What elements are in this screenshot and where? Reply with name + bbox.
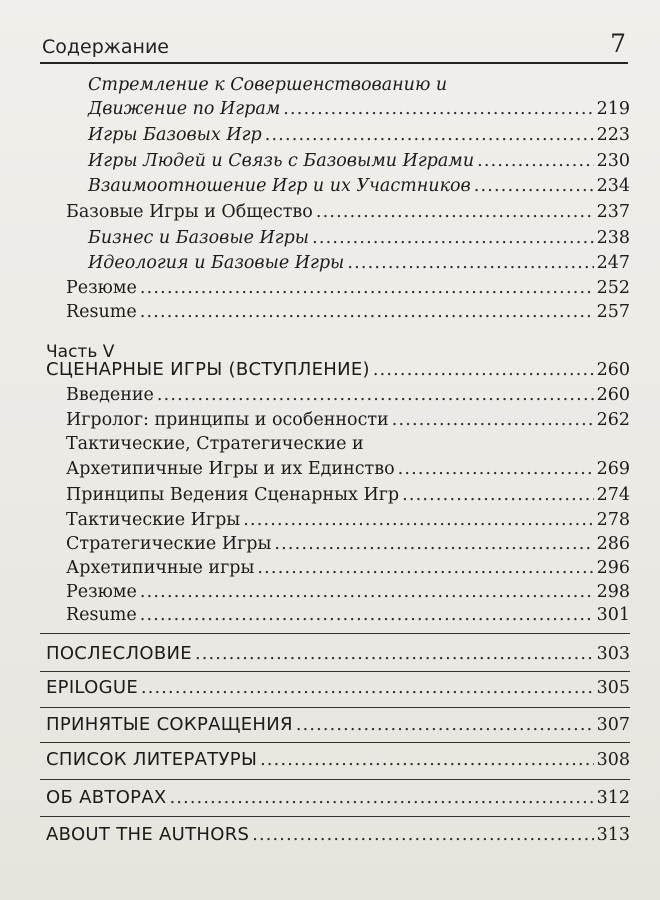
toc-page-number: 301 (596, 605, 630, 625)
toc-page-number: 269 (596, 459, 630, 479)
toc-leader-dots (140, 300, 594, 324)
toc-page-number: 238 (596, 228, 630, 248)
toc-entry (66, 556, 630, 580)
toc-entry-label: Базовые Игры и Общество (66, 202, 313, 222)
toc-leader-dots (170, 786, 594, 810)
header-title: Содержание (42, 36, 169, 58)
toc-page-number: 312 (596, 788, 630, 808)
toc-leader-dots (140, 276, 594, 300)
toc-entry (66, 200, 630, 224)
toc-entry-label: Игры Людей и Связь с Базовыми Играми (88, 151, 475, 171)
section-divider (40, 742, 630, 743)
toc-backmatter-entry (46, 786, 630, 810)
toc-leader-dots (474, 174, 594, 198)
toc-entry-label: СЦЕНАРНЫЕ ИГРЫ (ВСТУПЛЕНИЕ) (46, 359, 370, 380)
toc-page-number: 260 (596, 385, 630, 405)
toc-entry (66, 580, 630, 604)
toc-entry-label: СПИСОК ЛИТЕРАТУРЫ (46, 749, 258, 770)
toc-leader-dots (195, 642, 594, 666)
toc-page-number: 257 (596, 302, 630, 322)
toc-entry (66, 300, 630, 324)
toc-entry (88, 226, 630, 250)
toc-backmatter-entry (46, 713, 630, 737)
toc-backmatter-entry (46, 642, 630, 666)
toc-entry (66, 483, 630, 507)
toc-leader-dots (316, 200, 594, 224)
toc-entry-label: Принципы Ведения Сценарных Игр (66, 485, 400, 505)
toc-page-number: 219 (596, 99, 630, 119)
toc-entry-label: ABOUT THE AUTHORS (46, 824, 250, 845)
toc-entry-label: Игролог: принципы и особенности (66, 410, 389, 430)
toc-entry-label: ПРИНЯТЫЕ СОКРАЩЕНИЯ (46, 714, 293, 735)
toc-entry-label: Резюме (66, 582, 137, 602)
toc-leader-dots (243, 508, 593, 532)
toc-page-number: 278 (596, 510, 630, 530)
toc-entry (66, 408, 630, 432)
toc-entry (66, 276, 630, 300)
toc-page-number: 230 (596, 151, 630, 171)
toc-entry (88, 251, 630, 275)
toc-leader-dots (260, 748, 593, 772)
toc-leader-dots (140, 603, 594, 627)
toc-entry-label: Resume (66, 605, 137, 625)
part-label: Часть V (46, 342, 115, 362)
toc-page-number: 303 (596, 644, 630, 664)
toc-leader-dots (157, 383, 594, 407)
section-divider (40, 707, 630, 708)
toc-page-number: 307 (596, 715, 630, 735)
toc-entry-label: Тактические Игры (66, 510, 241, 530)
toc-page-number: 237 (596, 202, 630, 222)
toc-entry-line: Стремление к Совершенствованию и (88, 75, 448, 95)
toc-leader-dots (141, 676, 594, 700)
toc-entry-label: Движение по Играм (88, 99, 281, 119)
toc-entry (88, 149, 630, 173)
toc-page-number: 252 (596, 278, 630, 298)
toc-page-number: 305 (596, 678, 630, 698)
toc-leader-dots (140, 580, 594, 604)
toc-entry-label: Resume (66, 302, 137, 322)
toc-leader-dots (283, 97, 593, 121)
toc-entry-label: ОБ АВТОРАХ (46, 787, 167, 808)
toc-leader-dots (402, 483, 593, 507)
toc-leader-dots (312, 226, 594, 250)
section-divider (40, 633, 630, 634)
toc-entry (66, 383, 630, 407)
toc-entry-label: ПОСЛЕСЛОВИЕ (46, 643, 192, 664)
toc-page-number: 296 (596, 558, 630, 578)
toc-page-number: 247 (596, 253, 630, 273)
toc-entry (66, 457, 630, 481)
section-divider (40, 671, 630, 672)
toc-part-title (46, 358, 630, 382)
toc-entry-line: Тактические, Стратегические и (66, 434, 364, 454)
toc-leader-dots (274, 532, 593, 556)
toc-entry (88, 123, 630, 147)
toc-entry-label: Архетипичные Игры и их Единство (66, 459, 395, 479)
toc-page-number: 260 (596, 360, 630, 380)
toc-page-number: 286 (596, 534, 630, 554)
toc-page-number: 262 (596, 410, 630, 430)
section-divider (40, 779, 630, 780)
toc-leader-dots (347, 251, 593, 275)
toc-entry (88, 174, 630, 198)
toc-entry-label: Архетипичные игры (66, 558, 255, 578)
toc-page-number: 274 (596, 485, 630, 505)
toc-entry-label: Идеология и Базовые Игры (88, 253, 345, 273)
toc-leader-dots (252, 823, 593, 847)
toc-entry-label: Стратегические Игры (66, 534, 272, 554)
toc-leader-dots (398, 457, 594, 481)
header-page-number: 7 (610, 29, 626, 58)
toc-leader-dots (392, 408, 594, 432)
toc-entry-label: Введение (66, 385, 154, 405)
toc-entry-label: Взаимоотношение Игр и их Участников (88, 176, 471, 196)
toc-entry-label: Резюме (66, 278, 137, 298)
toc-backmatter-entry (46, 823, 630, 847)
toc-leader-dots (265, 123, 594, 147)
toc-page-number: 234 (596, 176, 630, 196)
toc-backmatter-entry (46, 748, 630, 772)
toc-leader-dots (296, 713, 594, 737)
toc-page-number: 313 (596, 825, 630, 845)
toc-entry-label: Бизнес и Базовые Игры (88, 228, 310, 248)
toc-entry-label: Игры Базовых Игр (88, 125, 262, 145)
toc-entry (66, 603, 630, 627)
section-divider (40, 816, 630, 817)
toc-entry (88, 97, 630, 121)
toc-page-number: 223 (596, 125, 630, 145)
toc-entry-label: EPILOGUE (46, 677, 138, 698)
toc-entry (66, 508, 630, 532)
toc-leader-dots (257, 556, 593, 580)
toc-leader-dots (373, 358, 594, 382)
toc-entry (66, 532, 630, 556)
toc-page-number: 308 (596, 750, 630, 770)
toc-page-number: 298 (596, 582, 630, 602)
toc-leader-dots (477, 149, 594, 173)
toc-backmatter-entry (46, 676, 630, 700)
